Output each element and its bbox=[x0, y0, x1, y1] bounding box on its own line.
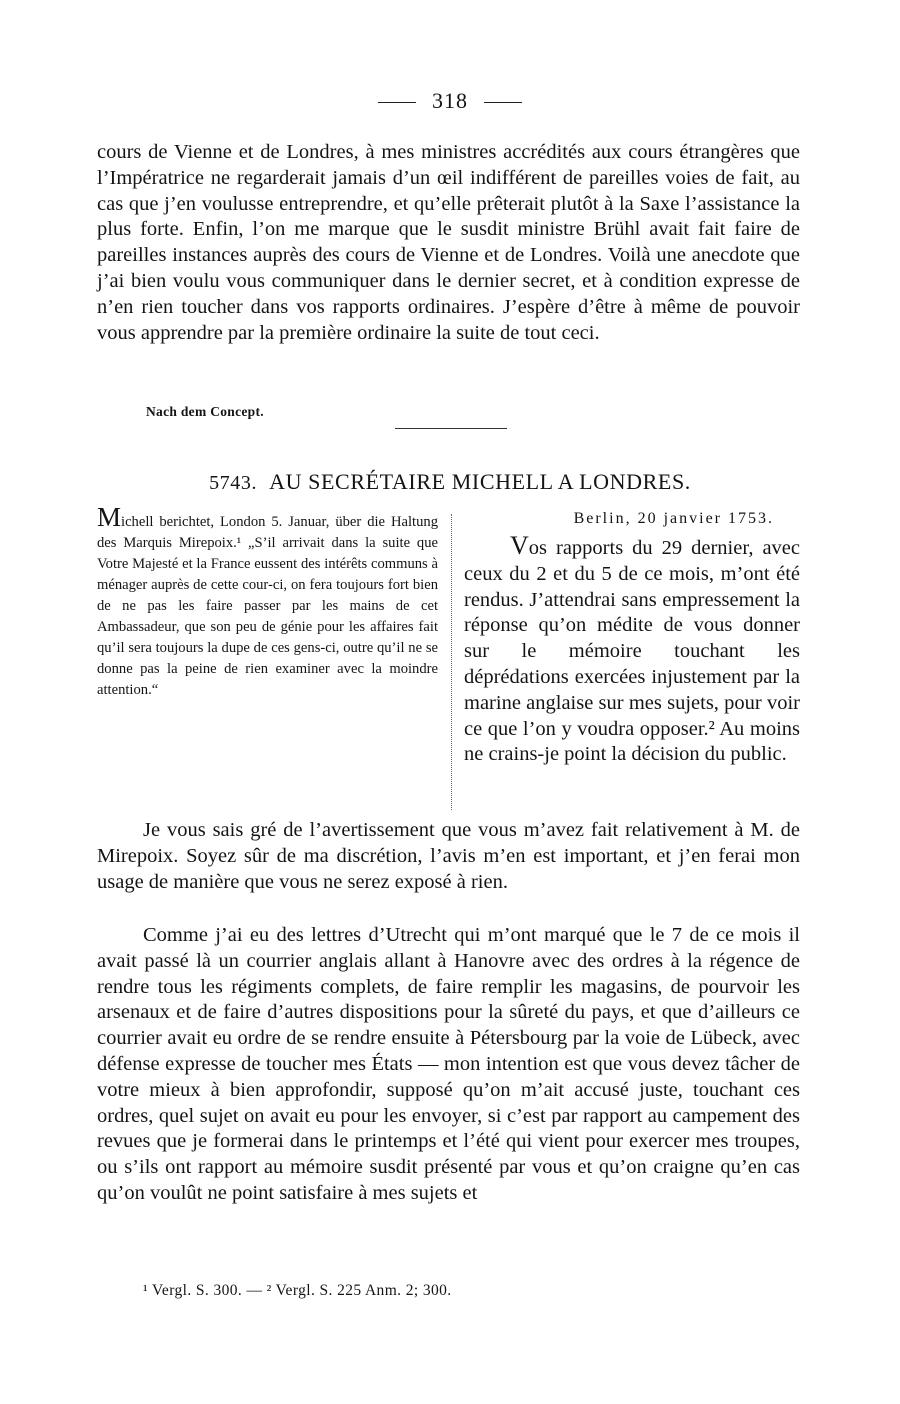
letter-title: AU SECRÉTAIRE MICHELL A LONDRES. bbox=[269, 469, 691, 494]
letter-first-paragraph bbox=[464, 533, 800, 768]
page-number-right-dash bbox=[484, 102, 522, 103]
opening-paragraph: cours de Vienne et de Londres, à mes ministres accrédités aux cours étrangères que l’Impératrice ne regarderait jamais d’un œil indifférent de pareilles voies de fait, au cas que j’en voulusse entreprendre, et qu’elle prêterait plutôt à la Saxe l’assistance la plus forte. Enfin, l’on me marque que le susdit ministre Brühl avait fait faire de pareilles instances auprès des cours de Vienne et de Londres. Voilà une anecdote que j’ai bien voulu vous communiquer dans le dernier secret, et à condition expresse de n’en rien toucher dans vos rapports ordinaires. J’espère d’être à même de pouvoir vous apprendre par la première ordinaire la suite de tout ceci. bbox=[97, 141, 800, 344]
letter-third-paragraph: Comme j’ai eu des lettres d’Utrecht qui m’ont marqué que le 7 de ce mois il avait passé là un courrier anglais allant à Hanovre avec des ordres à la régence de rendre tous les régiments complets, de faire remplir les magasins, de pourvoir les arsenaux et de faire d’autres dispositions pour la sûreté du pays, et que d’ailleurs ce courrier avait eu ordre de se rendre ensuite à Pétersbourg par la voie de Lübeck, avec défense expresse de toucher mes États — mon intention est que vous devez tâcher de votre mieux à bien approfondir, supposé qu’on m’ait accusé juste, touchant ces ordres, quel sujet on avait eu pour les envoyer, si c’est par rapport au campement des revues que je formerai dans le printemps et l’été qui vient pour exercer mes troupes, ou s’ils ont rapport au mémoire susdit présenté par vous et qu’on craigne qu’en cas qu’on voulût ne point satisfaire à mes sujets et bbox=[97, 924, 800, 1204]
page-number bbox=[0, 88, 900, 114]
letter-date-line: Berlin, 20 janvier 1753. bbox=[573, 510, 774, 527]
letter-second-paragraph: Je vous sais gré de l’avertissement que vous m’avez fait relativement à M. de Mirepoix. Soyez sûr de ma discrétion, l’avis m’en est important, et j’en ferai mon usage de manière que vous ne serez exposé à rien. bbox=[97, 819, 800, 893]
page-number-text: 318 bbox=[432, 88, 468, 113]
summary-dropcap: M bbox=[97, 502, 122, 532]
letter-summary bbox=[97, 502, 438, 701]
section-divider bbox=[395, 428, 507, 429]
letter-heading bbox=[0, 469, 900, 495]
source-note: Nach dem Concept. bbox=[146, 404, 264, 419]
page-number-left-dash bbox=[378, 102, 416, 103]
column-divider bbox=[451, 514, 452, 810]
footnotes: ¹ Vergl. S. 300. — ² Vergl. S. 225 Anm. 2; 300. bbox=[143, 1282, 452, 1299]
summary-text: ichell berichtet, London 5. Januar, über die Haltung des Marquis Mirepoix.¹ „S’il arrivait dans la suite que Votre Majesté et la France eussent des intérêts communs à ménager auprès de cette cour-ci, on fera toujours fort bien de ne pas les faire passer par les mains de cet Ambassadeur, que son peu de génie pour les affaires fait qu’il sera toujours la dupe de ces gens-ci, outre qu’il ne se donne pas la peine de rien examiner avec la moindre attention.“ bbox=[97, 514, 438, 698]
first-paragraph-text: os rapports du 29 dernier, avec ceux du 2 et du 5 de ce mois, m’ont été rendus. J’attendrai sans empressement la réponse qu’on médite de vous donner sur le mémoire touchant les déprédations exercées injustement par la marine anglaise sur mes sujets, pour voir ce que l’on y voudra opposer.² Au moins ne crains-je point la décision du public. bbox=[464, 537, 800, 766]
first-paragraph-dropcap: V bbox=[510, 531, 529, 560]
letter-number: 5743. bbox=[209, 472, 258, 494]
